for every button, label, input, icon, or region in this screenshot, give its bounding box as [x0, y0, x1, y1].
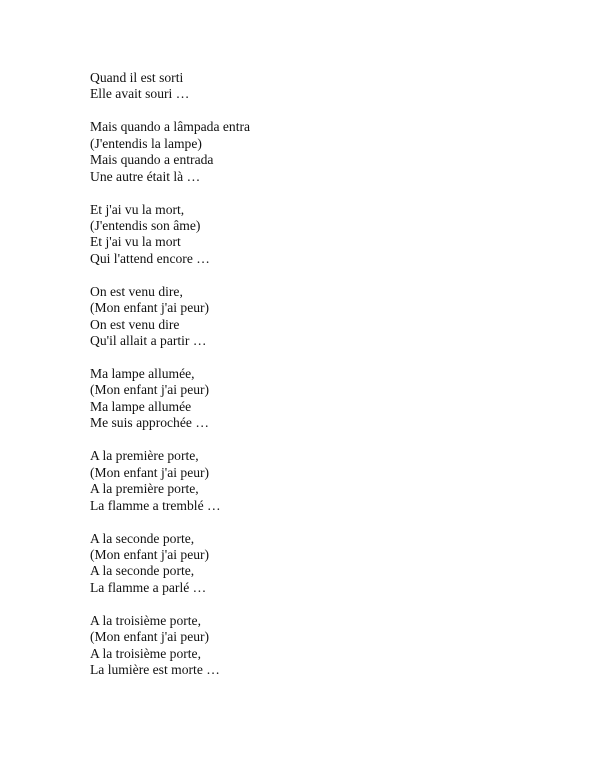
- poem-line: (Mon enfant j'ai peur): [90, 382, 210, 398]
- poem-line: A la première porte,: [90, 481, 199, 497]
- poem-line: La lumière est morte …: [90, 661, 220, 677]
- poem-line: (Mon enfant j'ai peur): [90, 464, 210, 480]
- stanza-7: [90, 531, 570, 597]
- poem-line: Qu'il allait a partir …: [90, 333, 207, 349]
- poem-line: Mais quando a entrada: [90, 152, 214, 168]
- stanza-8: [90, 613, 570, 679]
- poem-line: Me suis approchée …: [90, 415, 209, 431]
- poem-line: A la troisième porte,: [90, 612, 201, 628]
- poem-line: A la seconde porte,: [90, 563, 195, 579]
- stanza-4: [90, 284, 570, 350]
- poem-line: A la première porte,: [90, 448, 199, 464]
- poem-line: Ma lampe allumée: [90, 398, 192, 414]
- stanza-1: [90, 70, 570, 103]
- stanza-2: [90, 119, 570, 185]
- poem-line: On est venu dire: [90, 316, 180, 332]
- poem-line: A la seconde porte,: [90, 530, 195, 546]
- poem-line: Quand il est sorti: [90, 70, 184, 85]
- poem-line: Une autre était là …: [90, 168, 201, 184]
- poem-line: A la troisième porte,: [90, 645, 201, 661]
- poem-line: La flamme a parlé …: [90, 579, 207, 595]
- poem-line: (Mon enfant j'ai peur): [90, 546, 210, 562]
- document-page: [90, 70, 570, 695]
- poem-line: (Mon enfant j'ai peur): [90, 629, 210, 645]
- stanza-6: [90, 448, 570, 514]
- poem-line: Mais quando a lâmpada entra: [90, 119, 251, 135]
- poem-line: On est venu dire,: [90, 283, 183, 299]
- poem-line: (Mon enfant j'ai peur): [90, 300, 210, 316]
- stanza-5: [90, 366, 570, 432]
- stanza-3: [90, 202, 570, 268]
- poem-line: Elle avait souri …: [90, 86, 190, 102]
- poem-line: Ma lampe allumée,: [90, 366, 195, 382]
- poem-line: (J'entendis la lampe): [90, 135, 202, 151]
- poem-line: La flamme a tremblé …: [90, 497, 221, 513]
- poem-line: Et j'ai vu la mort,: [90, 201, 185, 217]
- poem-line: Et j'ai vu la mort: [90, 234, 181, 250]
- poem-line: (J'entendis son âme): [90, 218, 201, 234]
- poem-line: Qui l'attend encore …: [90, 250, 210, 266]
